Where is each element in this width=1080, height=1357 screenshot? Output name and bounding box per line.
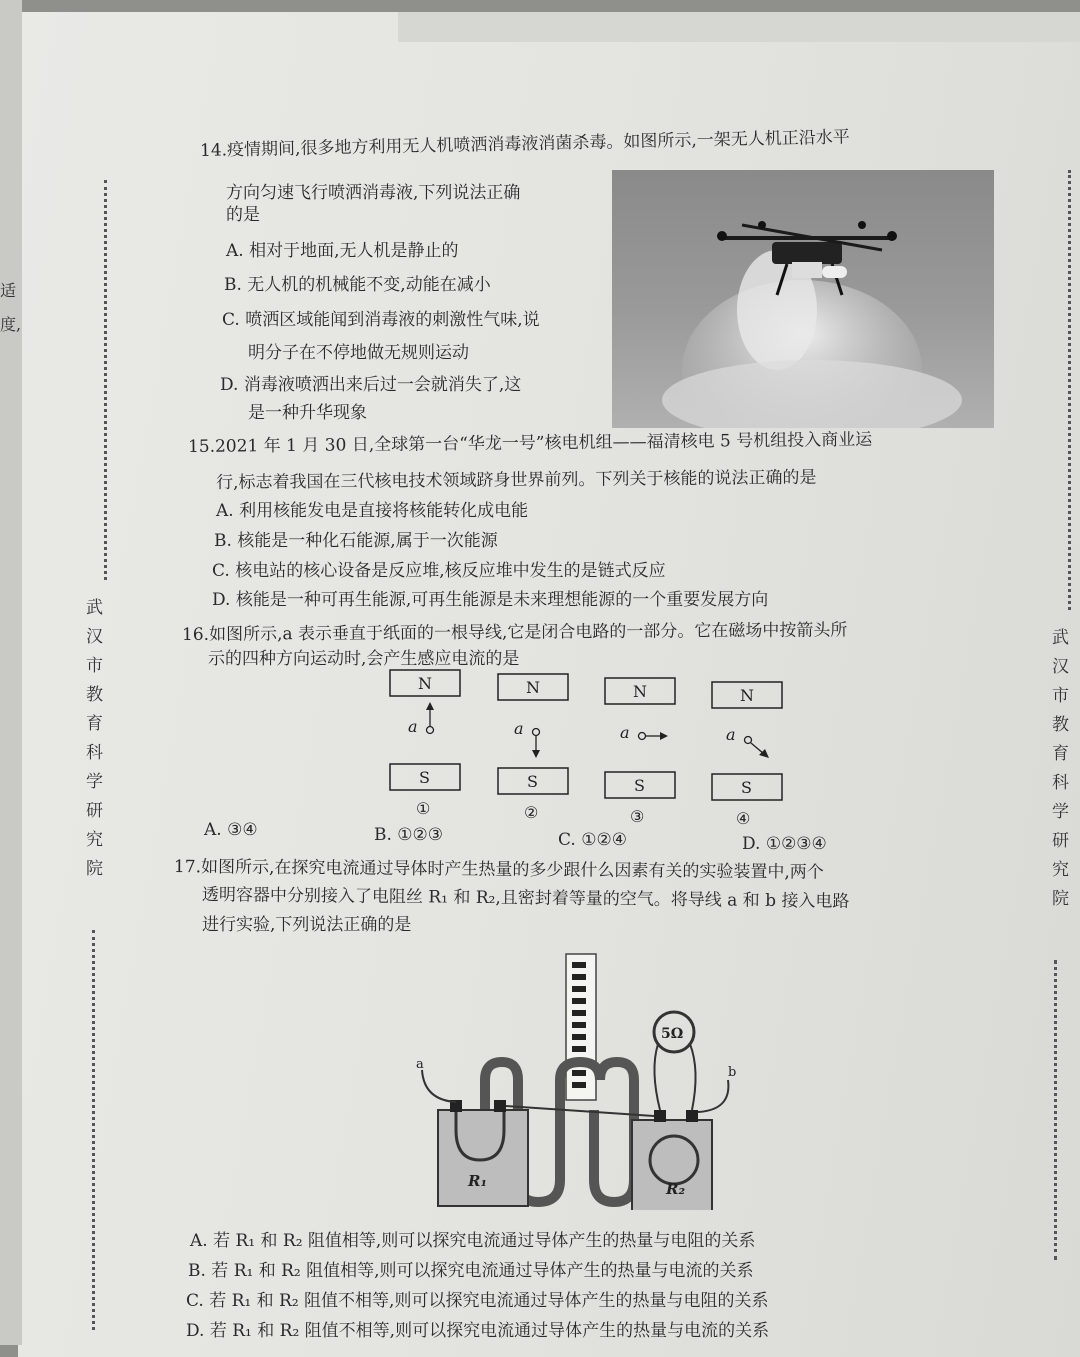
q15-stem-2: 行,标志着我国在三代核电技术领域跻身世界前列。下列关于核能的说法正确的是: [215, 467, 817, 493]
q16-stem-2: 示的四种方向运动时,会产生感应电流的是: [208, 649, 520, 669]
lead-wire-b: [698, 1080, 728, 1112]
right-dotted-line-top: [1068, 170, 1075, 610]
north-pole-label-1: N: [418, 674, 432, 693]
cut-text-2: 度,: [0, 315, 22, 334]
drone-image: [612, 170, 994, 428]
q16-option-b: B. ①②③: [374, 825, 444, 845]
lead-wire-a: [422, 1070, 456, 1102]
south-pole-label-2: S: [527, 772, 538, 791]
motion-arrowhead-3: [660, 732, 668, 740]
r2-label: R₂: [666, 1180, 686, 1198]
diagram-label-4: ④: [736, 809, 751, 828]
lead-a-label: a: [416, 1057, 424, 1072]
q17-stem-2: 透明容器中分别接入了电阻丝 R₁ 和 R₂,且密封着等量的空气。将导线 a 和 b 接入电路: [201, 885, 850, 912]
q14-option-d-2: 是一种升华现象: [248, 403, 367, 423]
q14-stem-2: 方向匀速飞行喷洒消毒液,下列说法正确: [226, 183, 521, 203]
wire-4: [745, 737, 752, 744]
wire-label-3: a: [620, 723, 630, 742]
wire-3: [639, 733, 646, 740]
lead-b-label: b: [728, 1065, 737, 1080]
right-margin-label: 武汉市教育科学研究院: [1048, 628, 1068, 918]
right-dotted-line-bottom: [1054, 960, 1061, 1260]
north-pole-label-4: N: [740, 686, 754, 705]
q17-option-d: D. 若 R₁ 和 R₂ 阻值不相等,则可以探究电流通过导体产生的热量与电流的关系: [186, 1321, 770, 1341]
q15-stem-1: 15.2021 年 1 月 30 日,全球第一台“华龙一号”核电机组——福清核电 5 号机组投入商业运: [187, 429, 873, 457]
q17-stem-1: 17.如图所示,在探究电流通过导体时产生热量的多少跟什么因素有关的实验装置中,两个: [173, 857, 824, 883]
q15-option-b: B. 核能是一种化石能源,属于一次能源: [214, 531, 498, 551]
drone-photo: [612, 170, 994, 428]
q14-option-c-1: C. 喷洒区域能闻到消毒液的刺激性气味,说: [222, 310, 540, 330]
q16-stem-1: 16.如图所示,a 表示垂直于纸面的一根导线,它是闭合电路的一部分。它在磁场中按箭头所: [181, 620, 848, 645]
left-dotted-line-bottom: [92, 930, 99, 1330]
motion-arrowhead-1: [426, 702, 434, 710]
q17-stem-3: 进行实验,下列说法正确的是: [202, 915, 412, 935]
u-tube-right: [594, 1062, 634, 1202]
q17-option-a: A. 若 R₁ 和 R₂ 阻值相等,则可以探究电流通过导体产生的热量与电阻的关系: [190, 1231, 756, 1251]
magnet-figure: [380, 664, 800, 834]
q15-option-d: D. 核能是一种可再生能源,可再生能源是未来理想能源的一个重要发展方向: [212, 590, 769, 610]
wire-label-1: a: [408, 717, 418, 736]
q14-option-a: A. 相对于地面,无人机是静止的: [226, 241, 459, 261]
diagram-label-3: ③: [630, 807, 645, 826]
south-pole-label-3: S: [634, 776, 645, 795]
previous-page-strip: [0, 0, 22, 1345]
diagram-label-2: ②: [524, 803, 539, 822]
q17-option-c: C. 若 R₁ 和 R₂ 阻值不相等,则可以探究电流通过导体产生的热量与电阻的关系: [186, 1291, 769, 1311]
container-left: [438, 1110, 528, 1206]
q15-option-c: C. 核电站的核心设备是反应堆,核反应堆中发生的是链式反应: [212, 561, 666, 581]
left-dotted-line-top: [104, 180, 111, 580]
wire-1: [427, 727, 434, 734]
wire-label-4: a: [726, 725, 736, 744]
paper-top-edge: [398, 12, 1080, 42]
external-resistor-label: 5Ω: [661, 1026, 684, 1042]
north-pole-label-2: N: [526, 678, 540, 697]
q14-stem-3: 的是: [226, 205, 260, 225]
wire-2: [533, 729, 540, 736]
cut-text-1: 适: [0, 281, 17, 300]
diagram-label-1: ①: [416, 799, 431, 818]
south-pole-label-4: S: [741, 778, 752, 797]
q16-option-d: D. ①②③④: [742, 834, 827, 854]
motion-arrowhead-2: [532, 750, 540, 758]
south-pole-label-1: S: [419, 768, 430, 787]
wire-label-2: a: [514, 719, 524, 738]
left-margin-label: 武汉市教育科学研究院: [82, 598, 102, 888]
heating-apparatus-figure: [410, 950, 750, 1210]
q14-option-c-2: 明分子在不停地做无规则运动: [248, 343, 469, 363]
q16-option-c: C. ①②④: [558, 830, 627, 850]
q16-option-a: A. ③④: [204, 820, 258, 840]
q15-option-a: A. 利用核能发电是直接将核能转化成电能: [216, 501, 529, 521]
q14-stem-1: 14.疫情期间,很多地方利用无人机喷洒消毒液消菌杀毒。如图所示,一架无人机正沿水平: [199, 127, 850, 161]
q14-option-d-1: D. 消毒液喷洒出来后过一会就消失了,这: [220, 375, 522, 395]
r1-label: R₁: [468, 1172, 488, 1190]
north-pole-label-3: N: [633, 682, 647, 701]
q17-option-b: B. 若 R₁ 和 R₂ 阻值相等,则可以探究电流通过导体产生的热量与电流的关系: [188, 1261, 754, 1281]
q14-option-b: B. 无人机的机械能不变,动能在减小: [224, 275, 491, 295]
